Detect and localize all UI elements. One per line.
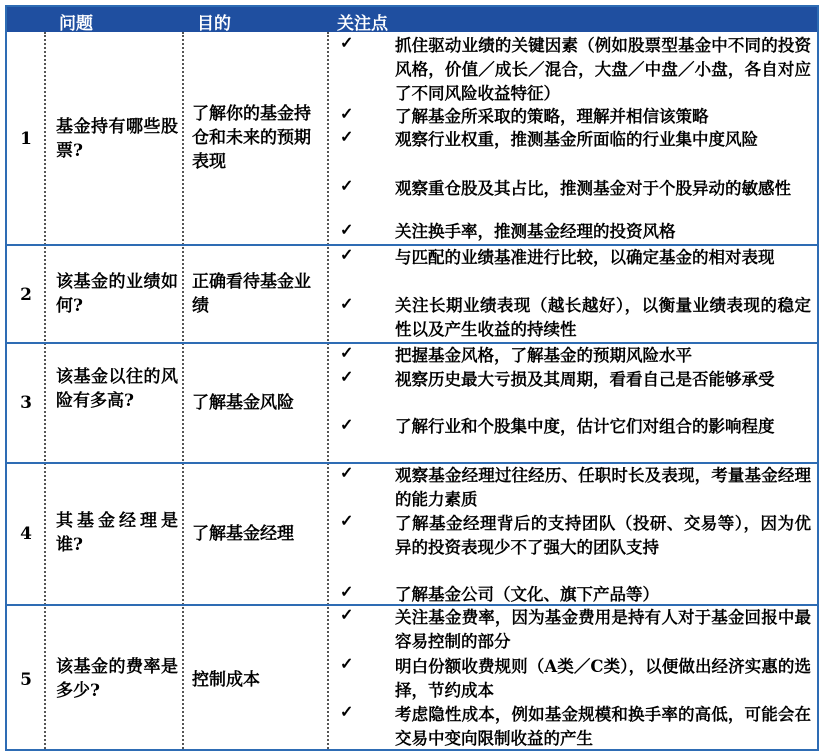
focus-point: 观察重仓股及其占比，推测基金对于个股异动的敏感性 — [395, 179, 791, 198]
focus-point: 把握基金风格，了解基金的预期风险水平 — [395, 346, 692, 365]
focus-point: 了解行业和个股集中度，估计它们对组合的影响程度 — [395, 417, 775, 436]
focus-point: 考虑隐性成本，例如基金规模和换手率的高低，可能会在交易中变向限制收益的产生 — [395, 705, 811, 748]
row-number: 2 — [20, 285, 32, 305]
check-icon: ✓ — [340, 582, 354, 601]
purpose-cell: 了解你的基金持仓和未来的预期表现 — [192, 104, 311, 172]
check-icon: ✓ — [340, 367, 354, 386]
focus-point: 抓住驱动业绩的关键因素（例如股票型基金中不同的投资风格，价值／成长／混合，大盘／中盘／小盘，各自对应了不同风险收益特征） — [395, 36, 811, 103]
focus-point: 关注换手率，推测基金经理的投资风格 — [395, 222, 676, 241]
check-icon: ✓ — [340, 343, 354, 362]
purpose-cell: 了解基金经理 — [192, 524, 294, 544]
focus-point: 视察历史最大亏损及其周期，看看自己是否能够承受 — [395, 370, 775, 389]
question-cell: 该基金以往的风险有多高? — [56, 367, 178, 411]
question-cell: 其基金经理是谁? — [56, 511, 178, 555]
purpose-cell: 了解基金风险 — [192, 393, 294, 413]
table-header — [7, 7, 817, 32]
focus-point: 观察行业权重，推测基金所面临的行业集中度风险 — [395, 130, 758, 149]
row-number: 3 — [20, 393, 32, 413]
focus-point: 观察基金经理过往经历、任职时长及表现，考量基金经理的能力素质 — [395, 466, 811, 509]
focus-point: 了解基金经理背后的支持团队（投研、交易等），因为优异的投资表现少不了强大的团队支持 — [395, 514, 811, 557]
check-icon: ✓ — [340, 702, 354, 721]
check-icon: ✓ — [340, 463, 354, 482]
header-purpose: 目的 — [197, 14, 231, 34]
check-icon: ✓ — [340, 294, 354, 313]
check-icon: ✓ — [340, 605, 354, 624]
question-cell: 该基金的费率是多少? — [56, 657, 178, 701]
check-icon: ✓ — [340, 654, 354, 673]
check-icon: ✓ — [340, 415, 354, 434]
column-divider — [44, 32, 46, 749]
header-question: 问题 — [59, 14, 93, 34]
focus-point: 关注长期业绩表现（越长越好），以衡量业绩表现的稳定性以及产生收益的持续性 — [395, 296, 811, 339]
row-number: 5 — [20, 670, 32, 690]
focus-point: 明白份额收费规则（A类／C类），以便做出经济实惠的选择，节约成本 — [395, 657, 811, 700]
focus-point: 与匹配的业绩基准进行比较，以确定基金的相对表现 — [395, 248, 775, 267]
purpose-cell: 控制成本 — [192, 670, 260, 690]
check-icon: ✓ — [340, 220, 354, 239]
purpose-cell: 正确看待基金业绩 — [192, 272, 311, 316]
check-icon: ✓ — [340, 33, 354, 52]
focus-point: 了解基金所采取的策略，理解并相信该策略 — [395, 107, 709, 126]
check-icon: ✓ — [340, 511, 354, 530]
column-divider — [327, 32, 329, 749]
row-number: 1 — [20, 129, 32, 149]
row-number: 4 — [20, 524, 32, 544]
fund-analysis-table — [5, 5, 819, 751]
check-icon: ✓ — [340, 127, 354, 146]
focus-point: 关注基金费率，因为基金费用是持有人对于基金回报中最容易控制的部分 — [395, 608, 811, 651]
header-focus: 关注点 — [337, 14, 388, 34]
check-icon: ✓ — [340, 245, 354, 264]
check-icon: ✓ — [340, 104, 354, 123]
focus-point: 了解基金公司（文化、旗下产品等） — [395, 585, 659, 604]
question-cell: 基金持有哪些股票? — [56, 117, 178, 161]
column-divider — [182, 32, 184, 749]
check-icon: ✓ — [340, 176, 354, 195]
question-cell: 该基金的业绩如何? — [56, 272, 178, 316]
